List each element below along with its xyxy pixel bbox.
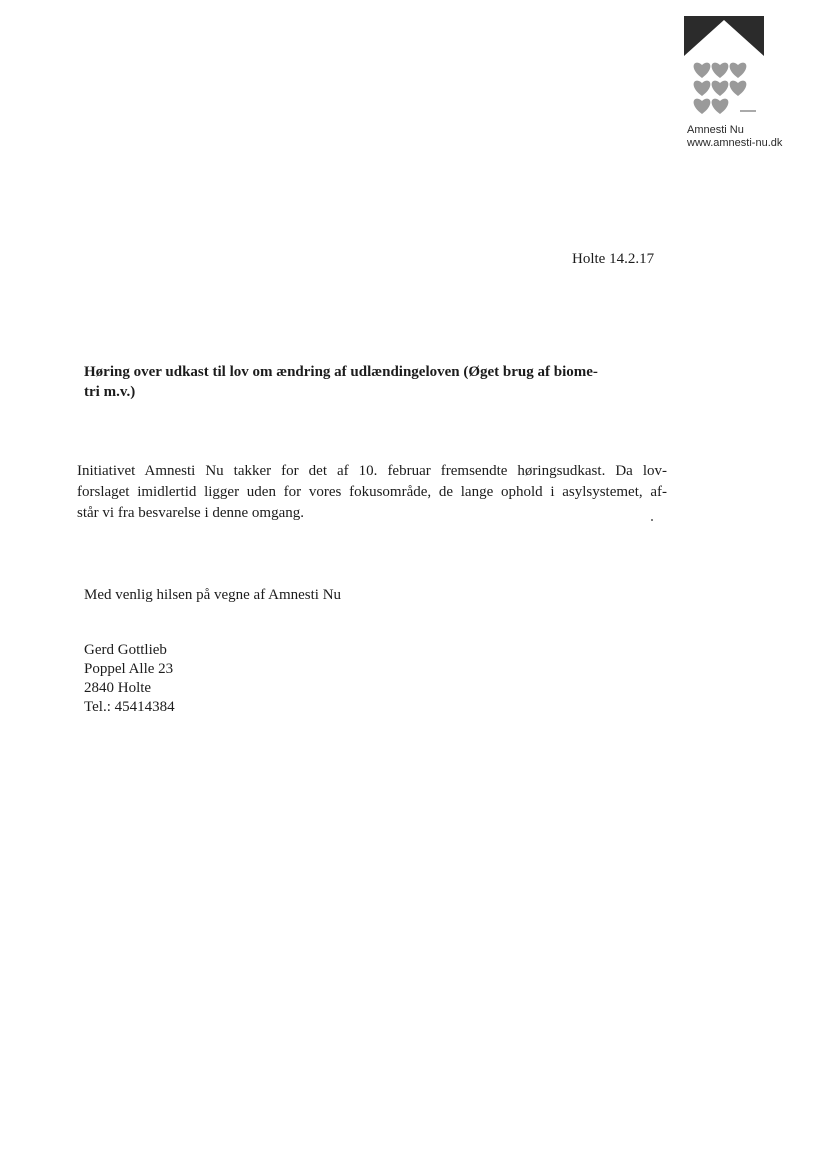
body-line: står vi fra besvarelse i denne omgang. — [77, 505, 304, 521]
signature-block — [84, 641, 175, 717]
signer-name: Gerd Gottlieb — [84, 642, 167, 658]
signer-city: 2840 Holte — [84, 680, 152, 696]
signer-street: Poppel Alle 23 — [84, 661, 174, 677]
letter-closing: Med venlig hilsen på vegne af Amnesti Nu — [84, 587, 342, 603]
letter-body — [77, 461, 667, 524]
org-url: www.amnesti-nu.dk — [687, 137, 783, 149]
letterhead-logo — [684, 16, 814, 149]
signer-phone: Tel.: 45414384 — [84, 699, 175, 715]
letter-date: Holte 14.2.17 — [572, 251, 655, 267]
amnesti-nu-logo-icon — [684, 16, 764, 116]
subject-line: Høring over udkast til lov om ændring af udlændingeloven (Øget brug af biome- — [84, 364, 598, 380]
org-name: Amnesti Nu — [687, 124, 744, 136]
scan-speck — [651, 519, 653, 521]
body-line: Initiativet Amnesti Nu takker for det af 10. februar fremsendte høringsudkast. Da lov- — [77, 463, 667, 479]
subject-line: tri m.v.) — [84, 384, 136, 400]
body-line: forslaget imidlertid ligger uden for vores fokusområde, de lange ophold i asylsystemet, af- — [77, 484, 667, 500]
letter-subject — [84, 362, 669, 402]
